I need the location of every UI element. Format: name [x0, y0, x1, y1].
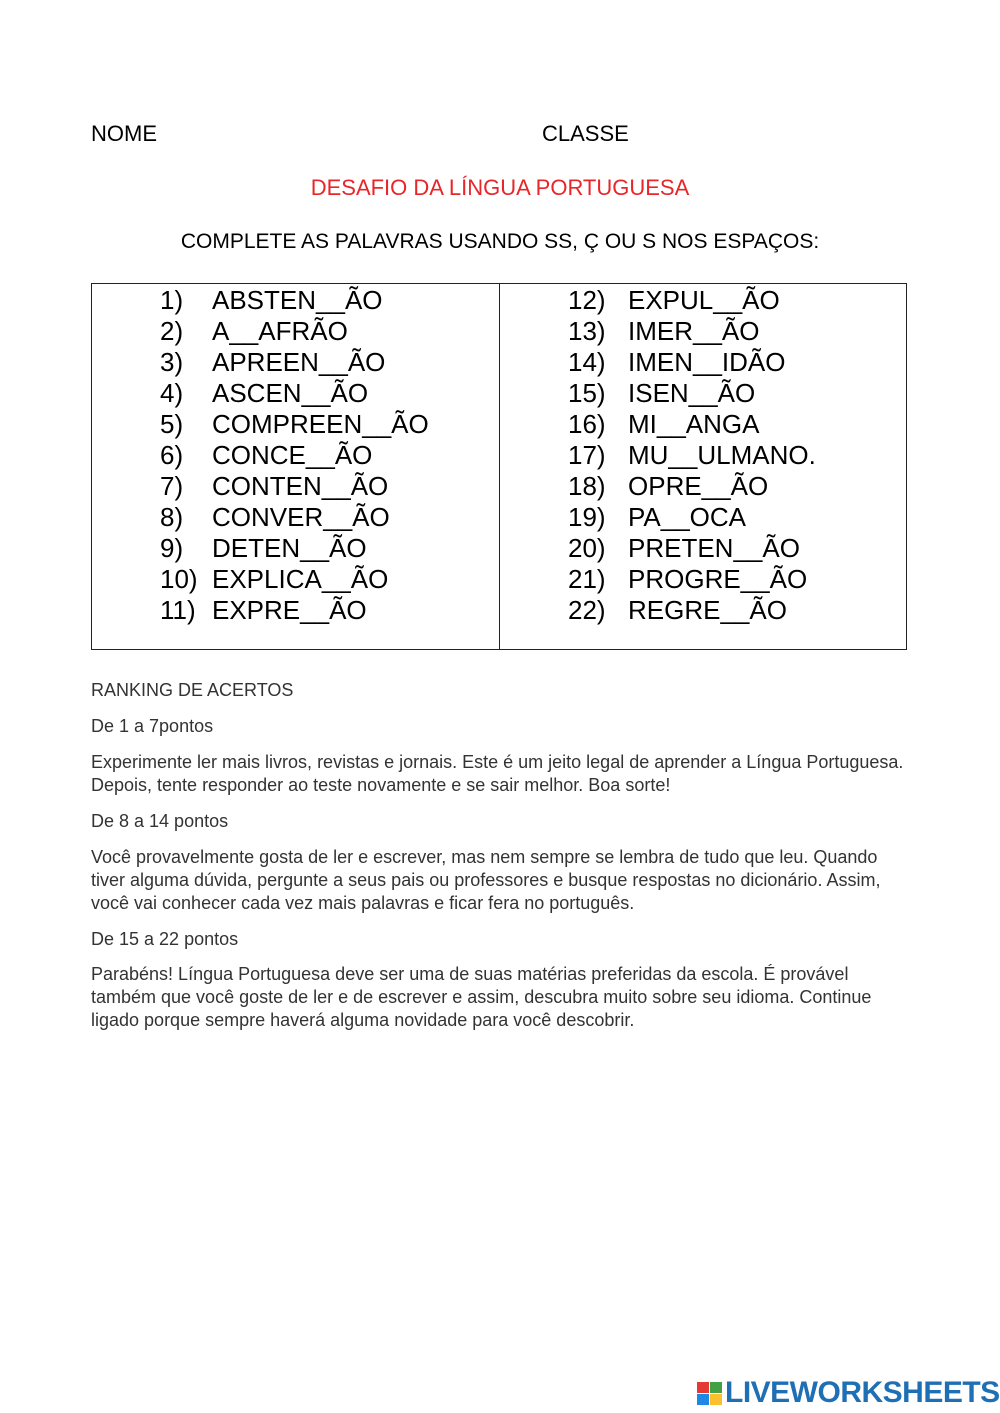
word-item	[160, 316, 348, 347]
word-item	[160, 409, 429, 440]
logo-square	[697, 1382, 709, 1393]
word-number: 2)	[160, 316, 184, 346]
range-1-7-text: Experimente ler mais livros, revistas e jornais. Este é um jeito legal de aprender a Língua Portuguesa. Depois, tente responder ao teste novamente e se sair melhor. Boa sorte!	[91, 752, 904, 795]
word-blank[interactable]: DETEN__ÃO	[212, 533, 367, 563]
word-blank[interactable]: ISEN__ÃO	[628, 378, 756, 408]
word-blank[interactable]: APREEN__ÃO	[212, 347, 386, 377]
word-blank[interactable]: PROGRE__ÃO	[628, 564, 808, 594]
word-blank[interactable]: MI__ANGA	[628, 409, 760, 439]
word-item	[568, 378, 755, 409]
name-label: NOME	[91, 121, 157, 146]
class-label: CLASSE	[542, 121, 629, 146]
word-number: 13)	[568, 316, 606, 346]
word-number: 6)	[160, 440, 184, 470]
word-item	[568, 471, 768, 502]
word-blank[interactable]: EXPLICA__ÃO	[212, 564, 389, 594]
word-item	[568, 409, 760, 440]
word-number: 10)	[160, 564, 198, 594]
word-number: 8)	[160, 502, 184, 532]
word-number: 20)	[568, 533, 606, 563]
word-blank[interactable]: OPRE__ÃO	[628, 471, 769, 501]
word-number: 3)	[160, 347, 184, 377]
word-number: 4)	[160, 378, 184, 408]
word-item	[160, 533, 367, 564]
logo-square	[710, 1382, 722, 1393]
word-blank[interactable]: CONCE__ÃO	[212, 440, 373, 470]
word-item	[568, 285, 780, 316]
word-number: 16)	[568, 409, 606, 439]
word-item	[160, 285, 383, 316]
word-item	[568, 347, 786, 378]
range-15-22-text: Parabéns! Língua Portuguesa deve ser uma de suas matérias preferidas da escola. É provável também que você goste de ler e de escrever e assim, descubra muito sobre seu idioma. Continue ligado porque sempre haverá alguma novidade para você descobrir.	[91, 964, 872, 1030]
word-blank[interactable]: COMPREEN__ÃO	[212, 409, 429, 439]
word-blank[interactable]: MU__ULMANO.	[628, 440, 816, 470]
word-item	[568, 440, 816, 471]
word-blank[interactable]: EXPRE__ÃO	[212, 595, 367, 625]
word-number: 19)	[568, 502, 606, 532]
word-item	[160, 440, 372, 471]
word-number: 5)	[160, 409, 184, 439]
word-blank[interactable]: PRETEN__ÃO	[628, 533, 800, 563]
word-number: 17)	[568, 440, 606, 470]
word-item	[568, 533, 800, 564]
range-8-14: De 8 a 14 pontos	[91, 811, 229, 831]
word-number: 9)	[160, 533, 184, 563]
word-number: 12)	[568, 285, 606, 315]
range-8-14-text: Você provavelmente gosta de ler e escrever, mas nem sempre se lembra de tudo que leu. Quando tiver alguma dúvida, pergunte a seus pais ou professores e busque respostas no dicionário. Assim, você vai conhecer cada vez mais palavras e ficar fera no português.	[91, 847, 881, 913]
word-list-box	[91, 283, 907, 650]
logo-square	[710, 1394, 722, 1405]
word-item	[160, 347, 385, 378]
word-blank[interactable]: EXPUL__ÃO	[628, 285, 780, 315]
word-blank[interactable]: ABSTEN__ÃO	[212, 285, 383, 315]
word-item	[160, 564, 388, 595]
word-item	[160, 595, 367, 626]
liveworksheets-wordmark: LIVEWORKSHEETS	[725, 1376, 1000, 1409]
word-number: 11)	[160, 595, 196, 625]
word-blank[interactable]: A__AFRÃO	[212, 316, 348, 346]
word-blank[interactable]: ASCEN__ÃO	[212, 378, 369, 408]
ranking-title: RANKING DE ACERTOS	[91, 680, 294, 700]
word-number: 22)	[568, 595, 606, 625]
word-item	[568, 502, 746, 533]
word-blank[interactable]: REGRE__ÃO	[628, 595, 787, 625]
word-number: 1)	[160, 285, 184, 315]
word-number: 18)	[568, 471, 606, 501]
word-item	[160, 502, 390, 533]
word-blank[interactable]: CONVER__ÃO	[212, 502, 390, 532]
word-number: 15)	[568, 378, 606, 408]
word-number: 7)	[160, 471, 184, 501]
word-item	[568, 595, 787, 626]
word-item	[160, 378, 368, 409]
liveworksheets-icon	[697, 1382, 723, 1406]
instruction-text: COMPLETE AS PALAVRAS USANDO SS, Ç OU S NOS ESPAÇOS:	[180, 230, 820, 253]
word-blank[interactable]: PA__OCA	[628, 502, 747, 532]
column-divider	[499, 284, 500, 649]
word-number: 14)	[568, 347, 606, 377]
worksheet-title: DESAFIO DA LÍNGUA PORTUGUESA	[310, 175, 690, 200]
word-number: 21)	[568, 564, 606, 594]
word-item	[568, 316, 760, 347]
range-1-7: De 1 a 7pontos	[91, 716, 214, 736]
logo-square	[697, 1394, 709, 1405]
word-blank[interactable]: IMER__ÃO	[628, 316, 760, 346]
word-item	[160, 471, 388, 502]
range-15-22: De 15 a 22 pontos	[91, 929, 239, 949]
word-blank[interactable]: CONTEN__ÃO	[212, 471, 389, 501]
word-item	[568, 564, 807, 595]
word-blank[interactable]: IMEN__IDÃO	[628, 347, 786, 377]
liveworksheets-logo	[697, 1376, 1000, 1410]
